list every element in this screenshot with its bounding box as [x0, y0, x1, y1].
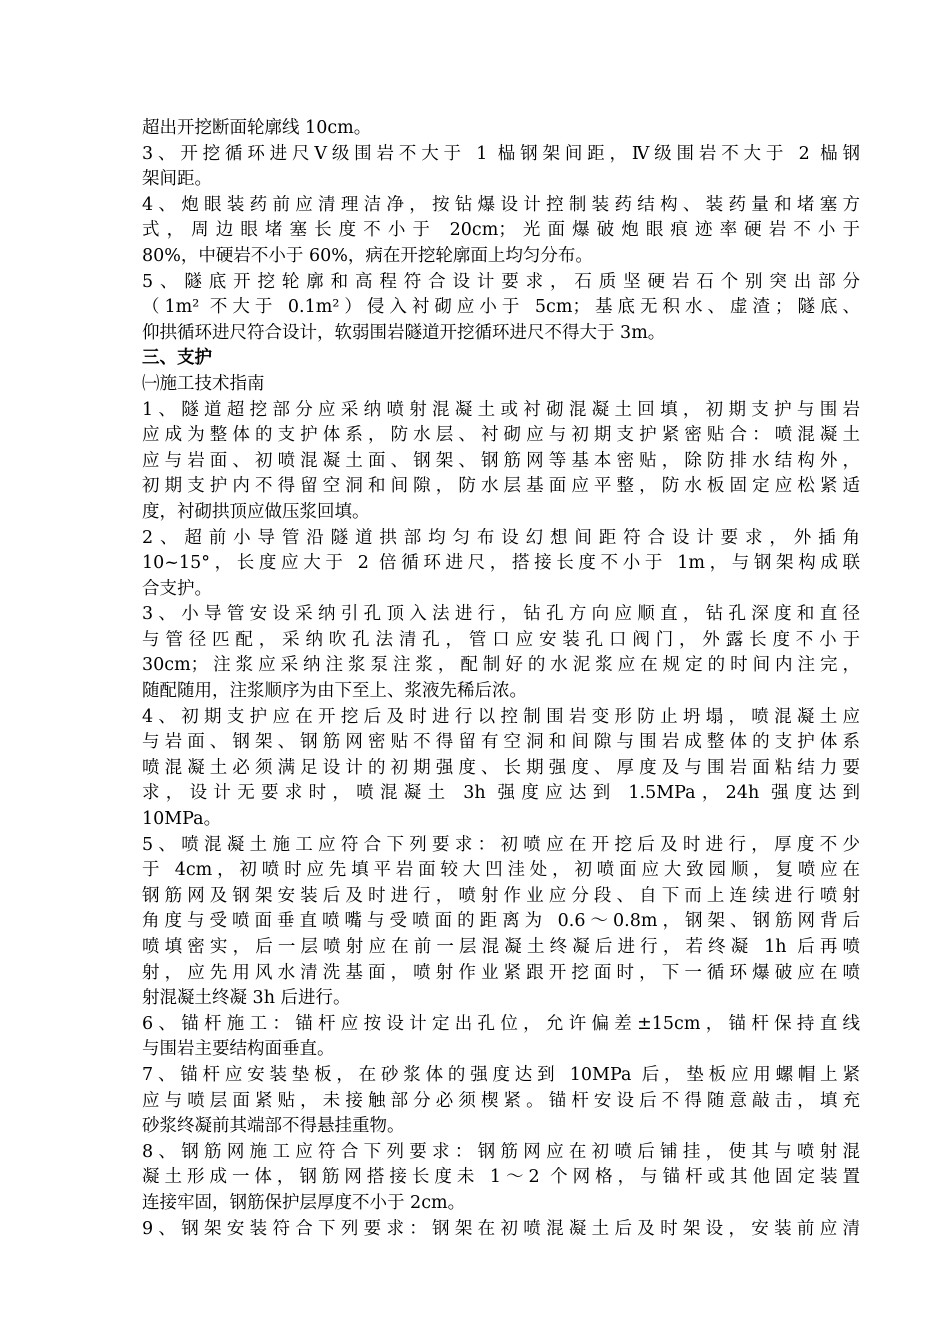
text-line: 仰拱循环进尺符合设计，软弱围岩隧道开挖循环进尺不得大于 3m。 — [142, 322, 666, 343]
text-line: 5、喷混凝土施工应符合下列要求：初喷应在开挖后及时进行，厚度不少 — [142, 834, 860, 855]
text-line: 架间距。 — [142, 169, 212, 190]
text-line: 射，应先用风水清洗基面，喷射作业紧跟开挖面时，下一循环爆破应在喷 — [142, 962, 860, 983]
text-line: 3、开挖循环进尺Ⅴ级围岩不大于 1 榀钢架间距，Ⅳ级围岩不大于 2 榀钢 — [142, 143, 860, 164]
text-line: 8、钢筋网施工应符合下列要求：钢筋网应在初喷后铺挂，使其与喷射混 — [142, 1141, 860, 1162]
section-heading: 三、支护 — [142, 348, 212, 369]
text-line: 3、小导管安设采纳引孔顶入法进行，钻孔方向应顺直，钻孔深度和直径 — [142, 604, 860, 625]
text-line: 5、隧底开挖轮廓和高程符合设计要求，石质坚硬岩石个别突出部分 — [142, 271, 860, 292]
text-line: 7、锚杆应安装垫板，在砂浆体的强度达到 10MPa 后，垫板应用螺帽上紧 — [142, 1064, 860, 1085]
text-line: （1m² 不大于 0.1m²）侵入衬砌应小于 5cm；基底无积水、虚渣；隧底、 — [142, 297, 860, 318]
text-line: 10MPa。 — [142, 809, 222, 830]
text-line: 应与喷层面紧贴，未接触部分必须楔紧。锚杆安设后不得随意敲击，填充 — [142, 1090, 860, 1111]
text-line: 10~15°，长度应大于 2 倍循环进尺，搭接长度不小于 1m，与钢架构成联 — [142, 553, 860, 574]
text-line: 应成为整体的支护体系，防水层、衬砌应与初期支护紧密贴合：喷混凝土 — [142, 425, 860, 446]
text-line: 6、锚杆施工：锚杆应按设计定出孔位，允许偏差±15cm，锚杆保持直线 — [142, 1013, 860, 1034]
text-line: 角度与受喷面垂直喷嘴与受喷面的距离为 0.6～0.8m，钢架、钢筋网背后 — [142, 911, 860, 932]
text-line: 射混凝土终凝 3h 后进行。 — [142, 988, 351, 1009]
text-line: 凝土形成一体，钢筋网搭接长度未 1～2 个网格，与锚杆或其他固定装置 — [142, 1167, 860, 1188]
document-body — [142, 116, 860, 1242]
text-line: 钢筋网及钢架安装后及时进行，喷射作业应分段、自下而上连续进行喷射 — [142, 885, 860, 906]
text-line: 喷混凝土必须满足设计的初期强度、长期强度、厚度及与围岩面粘结力要 — [142, 757, 860, 778]
text-line: ㈠施工技术指南 — [142, 373, 265, 394]
text-line: 超出开挖断面轮廓线 10cm。 — [142, 118, 372, 138]
text-line: 度，衬砌拱顶应做压浆回填。 — [142, 501, 370, 522]
text-line: 30cm；注浆应采纳注浆泵注浆，配制好的水泥浆应在规定的时间内注完， — [142, 655, 860, 676]
text-line: 于 4cm，初喷时应先填平岩面较大凹洼处，初喷面应大致园顺，复喷应在 — [142, 860, 860, 881]
text-line: 4、炮眼装药前应清理洁净，按钻爆设计控制装药结构、装药量和堵塞方 — [142, 194, 860, 215]
text-line: 与管径匹配，采纳吹孔法清孔，管口应安装孔口阀门，外露长度不小于 — [142, 629, 860, 650]
text-line: 连接牢固，钢筋保护层厚度不小于 2cm。 — [142, 1192, 466, 1213]
text-line: 2、超前小导管沿隧道拱部均匀布设幻想间距符合设计要求，外插角 — [142, 527, 860, 548]
text-line: 初期支护内不得留空洞和间隙，防水层基面应平整，防水板固定应松紧适 — [142, 476, 860, 497]
text-line: 式，周边眼堵塞长度不小于 20cm；光面爆破炮眼痕迹率硬岩不小于 — [142, 220, 860, 241]
text-line: 砂浆终凝前其端部不得悬挂重物。 — [142, 1116, 405, 1137]
text-line: 应与岩面、初喷混凝土面、钢架、钢筋网等基本密贴，除防排水结构外， — [142, 450, 860, 471]
text-line: 4、初期支护应在开挖后及时进行以控制围岩变形防止坍塌，喷混凝土应 — [142, 706, 860, 727]
text-line: 与围岩主要结构面垂直。 — [142, 1039, 335, 1060]
text-line: 9、钢架安装符合下列要求：钢架在初喷混凝土后及时架设，安装前应清 — [142, 1218, 860, 1239]
text-line: 1、隧道超挖部分应采纳喷射混凝土或衬砌混凝土回填，初期支护与围岩 — [142, 399, 860, 420]
text-line: 求，设计无要求时，喷混凝土 3h 强度应达到 1.5MPa，24h 强度达到 — [142, 783, 860, 804]
text-line: 与岩面、钢架、钢筋网密贴不得留有空洞和间隙与围岩成整体的支护体系 — [142, 732, 860, 753]
text-line: 随配随用，注浆顺序为由下至上、浆液先稀后浓。 — [142, 681, 527, 702]
text-line: 合支护。 — [142, 578, 212, 599]
text-line: 80%，中硬岩不小于 60%，病在开挖轮廓面上均匀分布。 — [142, 245, 593, 266]
text-line: 喷填密实，后一层喷射应在前一层混凝土终凝后进行，若终凝 1h 后再喷 — [142, 937, 860, 957]
